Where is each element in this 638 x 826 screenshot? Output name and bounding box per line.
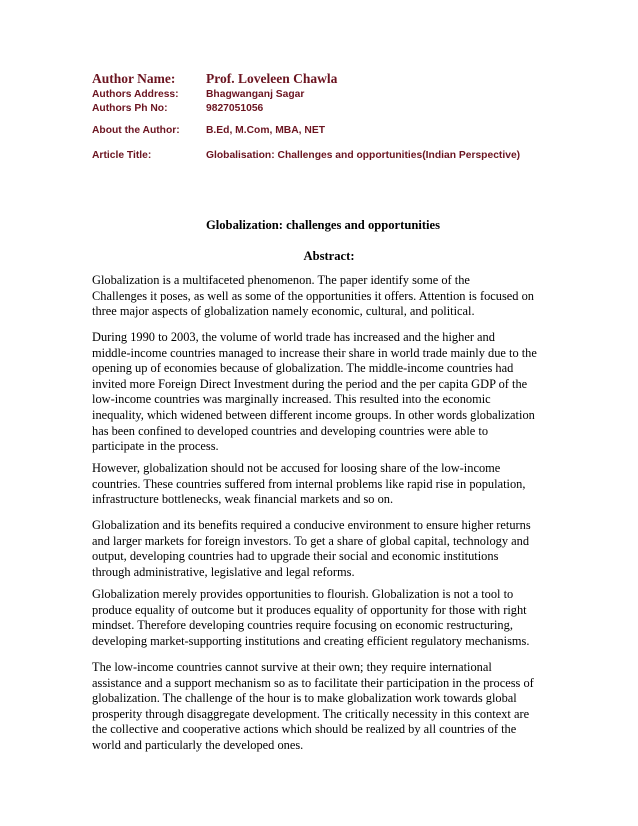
paragraph-line: produce equality of outcome but it produces equality of opportunity for those with right [92,602,527,617]
paragraph-line: through administrative, legislative and legal reforms. [92,564,355,579]
paragraph-line: prosperity through disaggregate development. The critically necessity in this context are [92,706,530,721]
author-phone-value: 9827051056 [206,103,264,114]
paragraph-line: mindset. Therefore developing countries require focusing on economic restructuring, [92,618,513,633]
paragraph-line: participate in the process. [92,439,219,454]
paragraph-line: The low-income countries cannot survive at their own; they require international [92,660,492,674]
paragraph-line: infrastructure bottlenecks, weak financial markets and so on. [92,492,394,507]
paragraph-line: output, developing countries had to upgrade their social and economic institutions [92,549,499,564]
about-author-value: B.Ed, M.Com, MBA, NET [206,125,325,136]
abstract-paragraph [92,330,552,455]
author-address-value: Bhagwanganj Sagar [206,89,305,100]
article-title-label: Article Title: [92,150,152,161]
paragraph-line: Globalization is a multifaceted phenomenon. The paper identify some of the [92,273,470,287]
paragraph-line: middle-income countries managed to increase their share in world trade mainly due to the [92,345,537,360]
paragraph-line: Challenges it poses, as well as some of the opportunities it offers. Attention is focused on [92,288,534,303]
paragraph-line: countries. These countries suffered from internal problems like rapid rise in population, [92,476,526,491]
abstract-paragraph [92,518,552,580]
author-address-label: Authors Address: [92,89,179,100]
paragraph-line: low-income countries was marginally increased. This resulted into the economic [92,392,491,407]
abstract-paragraph [92,587,552,649]
abstract-paragraph [92,273,552,320]
abstract-paragraph [92,660,552,754]
paragraph-line: the collective and cooperative actions which should be realized by all countries of the [92,722,517,737]
paragraph-line: world and particularly the developed ones. [92,737,304,752]
paragraph-line: Globalization and its benefits required a conducive environment to ensure higher returns [92,518,531,532]
paragraph-line: opening up of economies because of globalization. The middle-income countries had [92,361,514,376]
article-title-value: Globalisation: Challenges and opportunities(Indian Perspective) [206,150,521,161]
paragraph-line: three major aspects of globalization namely economic, cultural, and political. [92,304,475,319]
paragraph-line: developing market-supporting institutions and creating efficient regulatory mechanisms. [92,633,530,648]
paragraph-line: assistance and a support mechanism so as to facilitate their participation in the process of [92,675,534,690]
paragraph-line: inequality, which widened between different income groups. In other words globalization [92,407,535,422]
paragraph-line: However, globalization should not be accused for loosing share of the low-income [92,461,501,475]
author-name-label: Author Name: [92,71,176,86]
paragraph-line: invited more Foreign Direct Investment during the period and the per capita GDP of the [92,376,528,391]
paragraph-line: globalization. The challenge of the hour is to make globalization work towards global [92,691,517,706]
document-title: Globalization: challenges and opportunities [205,218,441,232]
abstract-paragraph [92,461,552,508]
abstract-heading: Abstract: [303,249,355,263]
paragraph-line: and larger markets for foreign investors. To get a share of global capital, technology and [92,533,530,548]
author-name-value: Prof. Loveleen Chawla [206,71,338,86]
author-phone-label: Authors Ph No: [92,103,168,114]
paragraph-line: Globalization merely provides opportunities to flourish. Globalization is not a tool to [92,587,514,601]
paragraph-line: has been confined to developed countries and developing countries were able to [92,423,489,438]
about-author-label: About the Author: [92,125,180,136]
paragraph-line: During 1990 to 2003, the volume of world trade has increased and the higher and [92,330,495,344]
